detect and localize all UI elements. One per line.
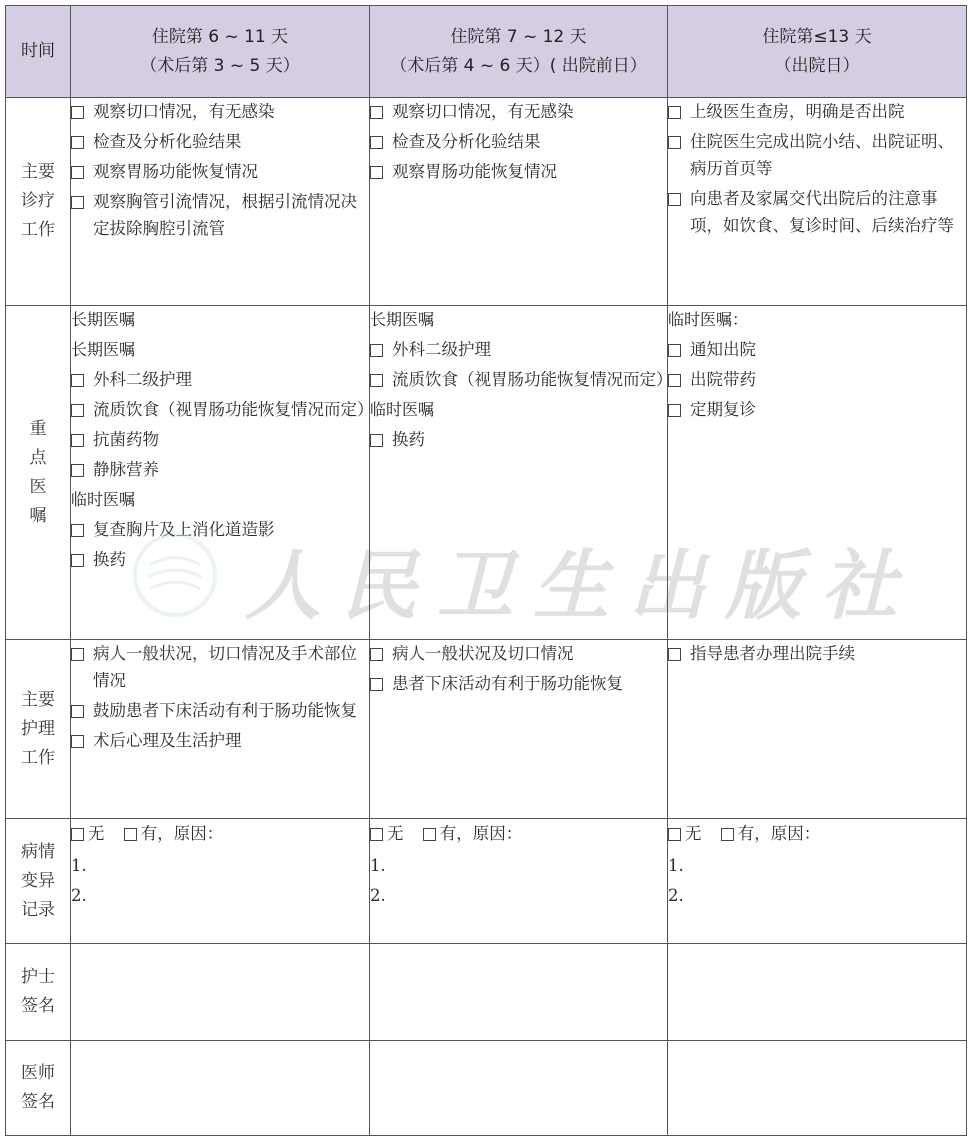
checklist-item: 患者下床活动有利于肠功能恢复 [370,670,667,697]
label-line: 工作 [21,747,55,768]
header-day-7-12 [370,6,668,98]
checklist-item: 出院带药 [668,366,966,393]
checkbox[interactable] [71,196,84,209]
clinical-pathway-table [5,5,967,1136]
header-row [6,6,967,98]
label-line: 记录 [21,899,55,920]
checklist-item: 外科二级护理 [370,336,667,363]
variance-yes-option[interactable]: 有，原因： [124,819,224,849]
checkbox[interactable] [124,828,137,841]
label-line: 嘱 [29,505,47,526]
checkbox[interactable] [71,464,84,477]
checklist-item: 流质饮食（视胃肠功能恢复情况而定） [71,396,369,423]
checklist-item: 复查胸片及上消化道造影 [71,516,369,543]
doctor-sign-field-1[interactable] [71,1041,370,1136]
diagnosis-col3 [668,98,967,306]
nurse-sign-field-2[interactable] [370,944,668,1041]
checkbox[interactable] [71,648,84,661]
nursing-row [6,640,967,819]
doctor-sign-label [6,1041,71,1136]
nursing-col2 [370,640,668,819]
header-col2-line1: 住院第 7 ~ 12 天 [450,26,587,47]
variance-yes-option[interactable]: 有，原因： [423,819,523,849]
checkbox[interactable] [71,106,84,119]
checkbox[interactable] [668,374,681,387]
checklist-item: 观察胃肠功能恢复情况 [71,158,369,185]
variance-no-option[interactable]: 无 [668,819,702,849]
checkbox[interactable] [668,344,681,357]
nurse-sign-field-1[interactable] [71,944,370,1041]
checkbox[interactable] [370,106,383,119]
checklist-item: 换药 [370,426,667,453]
checkbox[interactable] [370,434,383,447]
variance-line-2: 2. [668,885,684,905]
variance-no-option[interactable]: 无 [370,819,404,849]
checklist-item: 鼓励患者下床活动有利于肠功能恢复 [71,697,369,724]
checkbox[interactable] [71,166,84,179]
time-header: 时间 [6,6,71,98]
checklist-item: 外科二级护理 [71,366,369,393]
orders-col2 [370,306,673,640]
label-line: 医 [29,476,47,497]
checkbox[interactable] [423,828,436,841]
orders-col1 [71,306,374,640]
label-line: 工作 [21,220,55,240]
checklist-item: 观察切口情况，有无感染 [71,98,369,125]
header-col1-line1: 住院第 6 ~ 11 天 [151,26,289,47]
checkbox[interactable] [668,136,681,149]
checklist-item: 指导患者办理出院手续 [668,640,966,667]
checkbox[interactable] [370,648,383,661]
variance-line-1: 1. [668,855,684,875]
checkbox[interactable] [71,524,84,537]
label-line: 主要 [21,689,55,710]
variance-line-1: 1. [370,855,386,875]
checkbox[interactable] [71,554,84,567]
doctor-sign-field-2[interactable] [370,1041,668,1136]
label-line: 护士 [21,967,55,987]
checkbox[interactable] [71,136,84,149]
checkbox[interactable] [71,828,84,841]
checklist-item: 向患者及家属交代出院后的注意事项，如饮食、复诊时间、后续治疗等 [668,185,966,239]
label-line: 重 [29,418,47,439]
checkbox[interactable] [71,705,84,718]
order-heading: 长期医嘱 [71,310,136,329]
checklist-item: 观察切口情况，有无感染 [370,98,667,125]
checkbox[interactable] [71,374,84,387]
checklist-item: 病人一般状况，切口情况及手术部位情况 [71,640,369,694]
checklist-item: 观察胸管引流情况，根据引流情况决定拔除胸腔引流管 [71,188,369,242]
variance-row [6,819,967,944]
checkbox[interactable] [668,648,681,661]
checkbox[interactable] [721,828,734,841]
checklist-item: 换药 [71,546,369,573]
doctor-sign-row [6,1041,967,1136]
checkbox[interactable] [370,374,383,387]
nursing-row-label [6,640,71,819]
checkbox[interactable] [370,344,383,357]
header-col2-line2: （术后第 4 ~ 6 天）( 出院前日） [390,55,647,76]
label-line: 变异 [21,870,55,891]
variance-col1 [71,819,370,944]
checklist-item: 上级医生查房，明确是否出院 [668,98,966,125]
variance-line-1: 1. [71,855,87,875]
checkbox[interactable] [71,404,84,417]
checkbox[interactable] [668,404,681,417]
checklist-item: 抗菌药物 [71,426,369,453]
label-line: 签名 [21,1092,55,1112]
header-col1-line2: （术后第 3 ~ 5 天） [140,55,300,76]
header-col3-line2: （出院日） [774,55,860,76]
order-heading: 临时医嘱： [668,310,749,329]
checkbox[interactable] [370,136,383,149]
watermark-text: 人民卫生出版社 [245,541,917,630]
checklist-item: 术后心理及生活护理 [71,727,369,754]
checklist-item: 流质饮食（视胃肠功能恢复情况而定） [370,366,667,393]
orders-row-label [6,306,71,640]
nurse-sign-row [6,944,967,1041]
orders-col3 [668,306,967,640]
checklist-item: 住院医生完成出院小结、出院证明、病历首页等 [668,128,966,182]
label-line: 点 [29,447,47,468]
variance-col2 [370,819,668,944]
header-col3-line1: 住院第≤13 天 [762,26,872,47]
diagnosis-col2 [370,98,668,306]
label-line: 诊疗 [21,191,55,211]
label-line: 护理 [21,718,55,739]
doctor-sign-field-3[interactable] [668,1041,967,1136]
label-line: 医师 [21,1063,55,1083]
checklist-item: 静脉营养 [71,456,369,483]
checkbox[interactable] [71,434,84,447]
checkbox[interactable] [370,678,383,691]
label-line: 病情 [21,841,55,862]
variance-no-option[interactable]: 无 [71,819,105,849]
order-heading: 临时医嘱 [370,400,435,419]
order-heading: 长期医嘱 [370,310,435,329]
order-heading: 长期医嘱 [71,340,136,359]
label-line: 签名 [21,996,55,1016]
nurse-sign-label [6,944,71,1041]
checklist-item: 定期复诊 [668,396,966,423]
nursing-col1 [71,640,370,819]
header-day-13 [668,6,967,98]
order-heading: 临时医嘱 [71,490,136,509]
diagnosis-row [6,98,967,306]
variance-line-2: 2. [71,885,87,905]
checkbox[interactable] [668,828,681,841]
checklist-item: 通知出院 [668,336,966,363]
checklist-item: 检查及分析化验结果 [71,128,369,155]
nursing-col3 [668,640,967,819]
diagnosis-row-label [6,98,71,306]
checkbox[interactable] [668,106,681,119]
checklist-item: 病人一般状况及切口情况 [370,640,667,667]
checkbox[interactable] [370,166,383,179]
checkbox[interactable] [370,828,383,841]
label-line: 主要 [21,162,55,182]
variance-line-2: 2. [370,885,386,905]
orders-row [6,306,967,640]
checklist-item: 观察胃肠功能恢复情况 [370,158,667,185]
nurse-sign-field-3[interactable] [668,944,967,1041]
checkbox[interactable] [668,193,681,206]
header-day-6-11 [71,6,370,98]
variance-row-label [6,819,71,944]
variance-yes-option[interactable]: 有，原因： [721,819,821,849]
checklist-item: 检查及分析化验结果 [370,128,667,155]
checkbox[interactable] [71,735,84,748]
diagnosis-col1 [71,98,370,306]
variance-col3 [668,819,967,944]
